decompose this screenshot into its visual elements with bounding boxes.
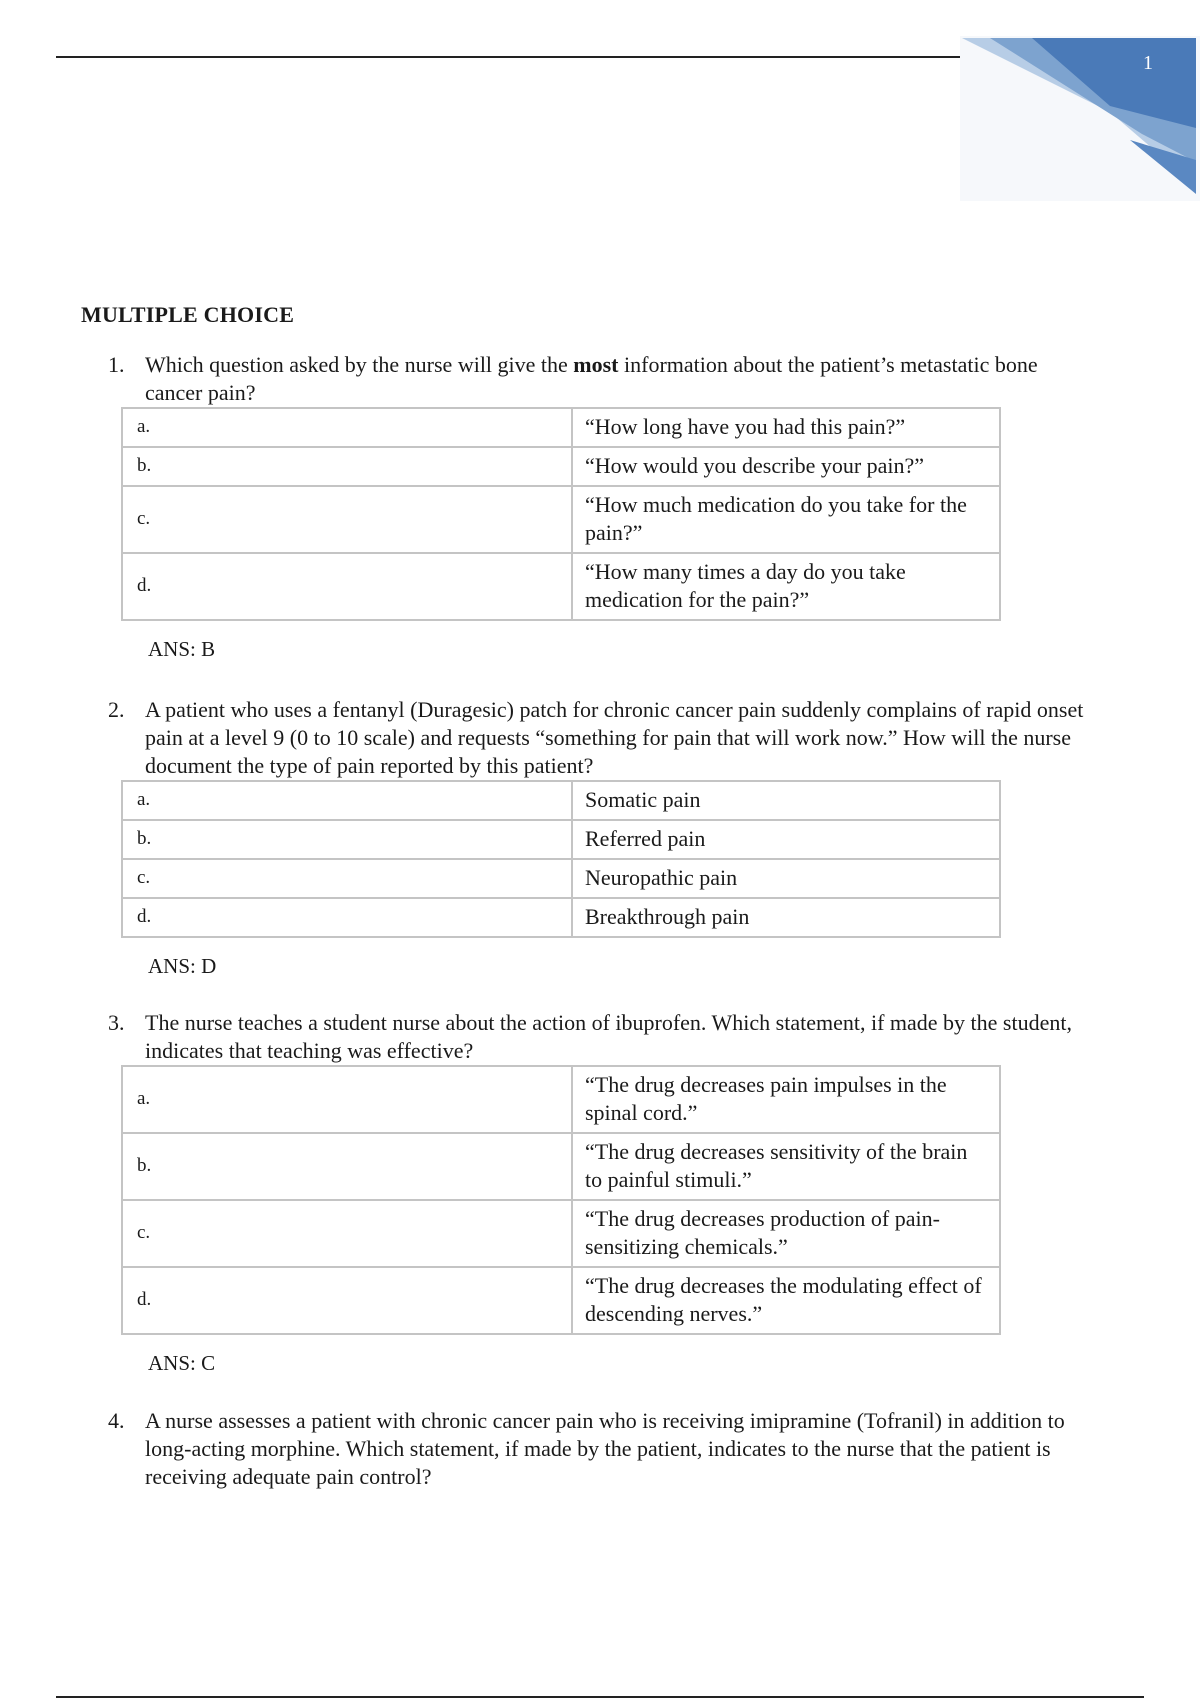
question-4 [108, 1407, 1088, 1491]
choice-letter: b. [122, 1133, 572, 1200]
answer-key: ANS: D [148, 954, 217, 978]
choice-text: “How many times a day do you take medication for the pain?” [572, 553, 1000, 620]
choice-text: “The drug decreases production of pain-sensitizing chemicals.” [572, 1200, 1000, 1267]
stem-text: Which question asked by the nurse will give the [145, 352, 574, 377]
choice-row [122, 1200, 1000, 1267]
question-1 [108, 351, 1088, 663]
choice-text: Breakthrough pain [572, 898, 1000, 937]
choice-letter: d. [122, 1267, 572, 1334]
choice-row [122, 1133, 1000, 1200]
choice-text: Referred pain [572, 820, 1000, 859]
choices-table [121, 1065, 1001, 1335]
choice-text: “How long have you had this pain?” [572, 408, 1000, 447]
choice-row [122, 820, 1000, 859]
question-stem [108, 351, 1088, 407]
question-stem [108, 696, 1088, 780]
question-stem [108, 1009, 1088, 1065]
choice-letter: c. [122, 859, 572, 898]
choice-text: “The drug decreases sensitivity of the brain to painful stimuli.” [572, 1133, 1000, 1200]
answer-key: ANS: B [148, 637, 216, 661]
stem-text-end: information about the patient’s metastatic bone cancer pain? [145, 352, 1038, 405]
choice-row [122, 898, 1000, 937]
answer-key: ANS: C [148, 1351, 216, 1375]
question-number: 1. [108, 352, 125, 377]
question-number: 4. [108, 1408, 125, 1433]
choice-text: Somatic pain [572, 781, 1000, 820]
choice-text: “The drug decreases the modulating effect of descending nerves.” [572, 1267, 1000, 1334]
choice-row [122, 408, 1000, 447]
choice-row [122, 859, 1000, 898]
stem-emphasis: most [573, 352, 619, 377]
choice-text: “How would you describe your pain?” [572, 447, 1000, 486]
stem-text: The nurse teaches a student nurse about the action of ibuprofen. Which statement, if made by the student, indicates that teaching was effective? [145, 1010, 1072, 1063]
choice-row [122, 781, 1000, 820]
question-number: 2. [108, 697, 125, 722]
corner-decoration [960, 36, 1200, 201]
stem-text: A nurse assesses a patient with chronic cancer pain who is receiving imipramine (Tofranil) in addition to long-acting morphine. Which statement, if made by the patient, indicates to the nurse that the patient is receiving adequate pain control? [145, 1408, 1065, 1489]
choice-letter: a. [122, 781, 572, 820]
choice-text: Neuropathic pain [572, 859, 1000, 898]
footer-rule [56, 1696, 1144, 1698]
choice-row [122, 1066, 1000, 1133]
choice-row [122, 447, 1000, 486]
choice-letter: d. [122, 553, 572, 620]
header-rule [56, 56, 960, 58]
question-2 [108, 696, 1088, 980]
page-number: 1 [1143, 52, 1153, 74]
choice-letter: b. [122, 820, 572, 859]
question-3 [108, 1009, 1088, 1377]
choices-table [121, 407, 1001, 621]
choice-text: “The drug decreases pain impulses in the spinal cord.” [572, 1066, 1000, 1133]
choice-row [122, 553, 1000, 620]
section-title: MULTIPLE CHOICE [81, 302, 295, 327]
choice-letter: b. [122, 447, 572, 486]
question-stem [108, 1407, 1088, 1491]
choice-letter: d. [122, 898, 572, 937]
choice-row [122, 486, 1000, 553]
choice-letter: c. [122, 486, 572, 553]
stem-text: A patient who uses a fentanyl (Duragesic) patch for chronic cancer pain suddenly complains of rapid onset pain at a level 9 (0 to 10 scale) and requests “something for pain that will work now.” How will the nurse document the type of pain reported by this patient? [145, 697, 1084, 778]
choice-letter: a. [122, 1066, 572, 1133]
choice-letter: c. [122, 1200, 572, 1267]
choice-row [122, 1267, 1000, 1334]
choice-letter: a. [122, 408, 572, 447]
question-number: 3. [108, 1010, 125, 1035]
choice-text: “How much medication do you take for the pain?” [572, 486, 1000, 553]
choices-table [121, 780, 1001, 938]
